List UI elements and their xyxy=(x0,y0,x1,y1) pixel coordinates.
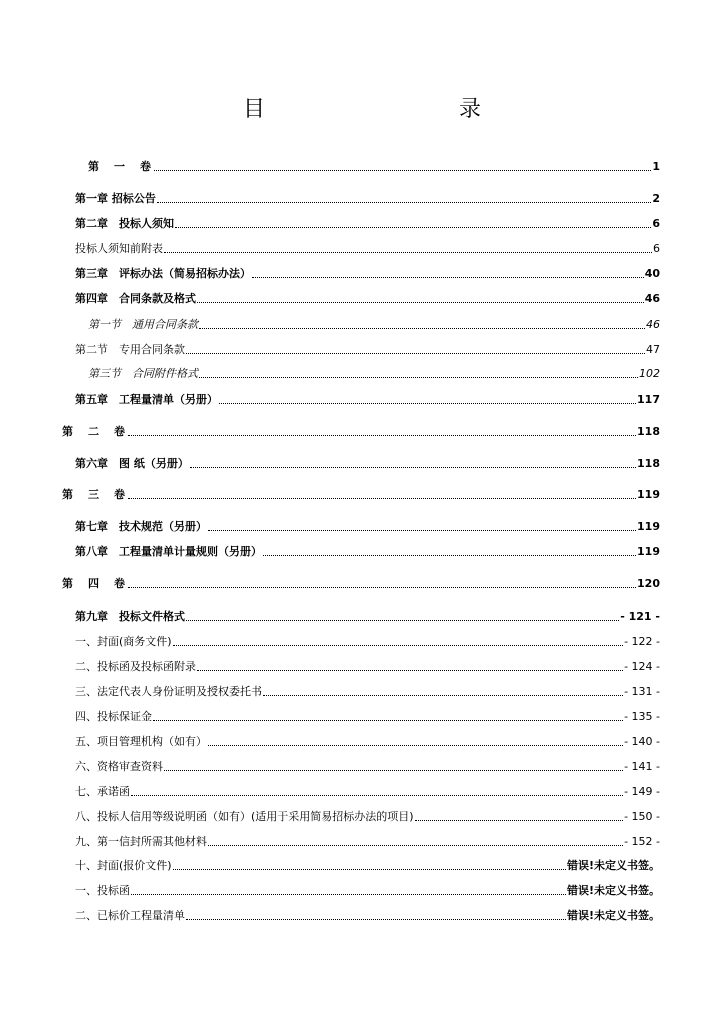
toc-entry-page: 119 xyxy=(637,520,660,533)
toc-entry-page: - 150 - xyxy=(624,810,660,823)
toc-entry-label: 四、投标保证金 xyxy=(75,710,152,723)
toc-entry[interactable] xyxy=(88,367,660,381)
dot-leader xyxy=(164,770,623,771)
toc-entry-label: 第一章 招标公告 xyxy=(75,192,156,205)
toc-entry[interactable] xyxy=(75,685,660,699)
toc-entry-label: 九、第一信封所需其他材料 xyxy=(75,835,207,848)
dot-leader xyxy=(153,720,623,721)
toc-entry-page: 118 xyxy=(637,425,660,438)
toc-entry-label: 第 二 卷 xyxy=(62,425,127,438)
toc-entry-page: 2 xyxy=(652,192,660,205)
toc-entry-page: 40 xyxy=(644,267,660,280)
dot-leader xyxy=(173,645,623,646)
dot-leader xyxy=(175,227,651,228)
toc-entry[interactable] xyxy=(75,343,660,357)
toc-entry[interactable] xyxy=(75,909,660,923)
dot-leader xyxy=(186,919,566,920)
toc-entry-page: 119 xyxy=(637,488,660,501)
toc-entry-label: 第 三 卷 xyxy=(62,488,127,501)
toc-entry[interactable] xyxy=(75,192,660,206)
dot-leader xyxy=(164,252,652,253)
toc-entry[interactable] xyxy=(75,735,660,749)
toc-entry-page: 46 xyxy=(646,318,660,331)
toc-entry-page: - 124 - xyxy=(624,660,660,673)
dot-leader xyxy=(128,498,636,499)
toc-entry-page: 6 xyxy=(653,242,660,255)
toc-entry-label: 六、资格审查资料 xyxy=(75,760,163,773)
toc-entry[interactable] xyxy=(75,292,660,306)
dot-leader xyxy=(186,620,619,621)
toc-entry[interactable] xyxy=(75,859,660,873)
dot-leader xyxy=(199,328,645,329)
dot-leader xyxy=(208,845,623,846)
toc-entry[interactable] xyxy=(62,425,660,439)
toc-entry-label: 第 一 卷 xyxy=(88,160,153,173)
toc-entry-page: 118 xyxy=(637,457,660,470)
toc-entry-page: 1 xyxy=(652,160,660,173)
dot-leader xyxy=(131,795,623,796)
toc-entry-label: 第三章 评标办法（简易招标办法） xyxy=(75,267,251,280)
toc-entry-label: 第 四 卷 xyxy=(62,577,127,590)
toc-entry-page: 119 xyxy=(637,545,660,558)
toc-entry[interactable] xyxy=(75,635,660,649)
dot-leader xyxy=(190,467,636,468)
toc-entry-label: 第六章 图 纸（另册） xyxy=(75,457,189,470)
toc-entry[interactable] xyxy=(75,660,660,674)
dot-leader xyxy=(128,587,636,588)
dot-leader xyxy=(131,894,566,895)
toc-entry-page: 错误!未定义书签。 xyxy=(566,909,660,922)
toc-entry-page: 102 xyxy=(639,367,660,380)
toc-entry-label: 第七章 技术规范（另册） xyxy=(75,520,207,533)
toc-entry-page: 120 xyxy=(637,577,660,590)
toc-entry-label: 二、已标价工程量清单 xyxy=(75,909,185,922)
toc-entry[interactable] xyxy=(75,217,660,231)
toc-entry-label: 第五章 工程量清单（另册） xyxy=(75,393,218,406)
dot-leader xyxy=(186,353,645,354)
toc-entry-page: 117 xyxy=(637,393,660,406)
toc-entry-page: - 152 - xyxy=(624,835,660,848)
dot-leader xyxy=(199,377,638,378)
toc-entry-label: 投标人须知前附表 xyxy=(75,242,163,255)
toc-entry[interactable] xyxy=(75,520,660,534)
toc-entry-label: 第九章 投标文件格式 xyxy=(75,610,185,623)
toc-entry-label: 第二章 投标人须知 xyxy=(75,217,174,230)
toc-entry-page: 错误!未定义书签。 xyxy=(566,884,660,897)
toc-entry-page: - 140 - xyxy=(624,735,660,748)
dot-leader xyxy=(128,435,636,436)
toc-title: 目 录 xyxy=(242,97,531,122)
toc-entry[interactable] xyxy=(75,785,660,799)
toc-entry-label: 八、投标人信用等级说明函（如有）(适用于采用简易招标办法的项目) xyxy=(75,810,414,823)
toc-entry[interactable] xyxy=(75,710,660,724)
toc-entry-label: 第二节 专用合同条款 xyxy=(75,343,185,356)
toc-entry-page: - 149 - xyxy=(624,785,660,798)
toc-entry-label: 三、法定代表人身份证明及授权委托书 xyxy=(75,685,262,698)
toc-entry-page: 6 xyxy=(652,217,660,230)
toc-entry-page: - 122 - xyxy=(624,635,660,648)
toc-entry[interactable] xyxy=(75,610,660,624)
toc-entry-page: 错误!未定义书签。 xyxy=(566,859,660,872)
toc-entry[interactable] xyxy=(62,577,660,591)
toc-entry-label: 二、投标函及投标函附录 xyxy=(75,660,196,673)
toc-entry-label: 十、封面(报价文件) xyxy=(75,859,172,872)
toc-entry-label: 五、项目管理机构（如有） xyxy=(75,735,207,748)
toc-entry-label: 七、承诺函 xyxy=(75,785,130,798)
toc-entry[interactable] xyxy=(75,393,660,407)
dot-leader xyxy=(252,277,644,278)
toc-entry[interactable] xyxy=(62,488,660,502)
toc-entry[interactable] xyxy=(75,884,660,898)
toc-entry-page: - 121 - xyxy=(620,610,660,623)
dot-leader xyxy=(208,745,623,746)
toc-entry-page: - 135 - xyxy=(624,710,660,723)
toc-entry-page: 47 xyxy=(646,343,660,356)
dot-leader xyxy=(415,820,623,821)
toc-entry-label: 一、投标函 xyxy=(75,884,130,897)
dot-leader xyxy=(208,530,636,531)
toc-entry-label: 一、封面(商务文件) xyxy=(75,635,172,648)
toc-entry[interactable] xyxy=(75,545,660,559)
toc-entry-label: 第一节 通用合同条款 xyxy=(88,318,198,331)
toc-entry[interactable] xyxy=(75,267,660,281)
toc-entry-label: 第四章 合同条款及格式 xyxy=(75,292,196,305)
dot-leader xyxy=(219,403,636,404)
toc-entry[interactable] xyxy=(88,318,660,332)
toc-entry-label: 第三节 合同附件格式 xyxy=(88,367,198,380)
toc-entry[interactable] xyxy=(75,810,660,824)
toc-entry-page: - 141 - xyxy=(624,760,660,773)
dot-leader xyxy=(197,670,623,671)
dot-leader xyxy=(173,869,566,870)
dot-leader xyxy=(154,170,651,171)
dot-leader xyxy=(157,202,652,203)
dot-leader xyxy=(197,302,644,303)
toc-entry[interactable] xyxy=(75,835,660,849)
toc-entry[interactable] xyxy=(75,760,660,774)
toc-entry[interactable] xyxy=(75,242,660,256)
dot-leader xyxy=(263,555,636,556)
dot-leader xyxy=(263,695,623,696)
toc-entry-label: 第八章 工程量清单计量规则（另册） xyxy=(75,545,262,558)
toc-entry-page: - 131 - xyxy=(624,685,660,698)
toc-entry[interactable] xyxy=(75,457,660,471)
toc-entry-page: 46 xyxy=(644,292,660,305)
toc-entry[interactable] xyxy=(88,160,660,174)
